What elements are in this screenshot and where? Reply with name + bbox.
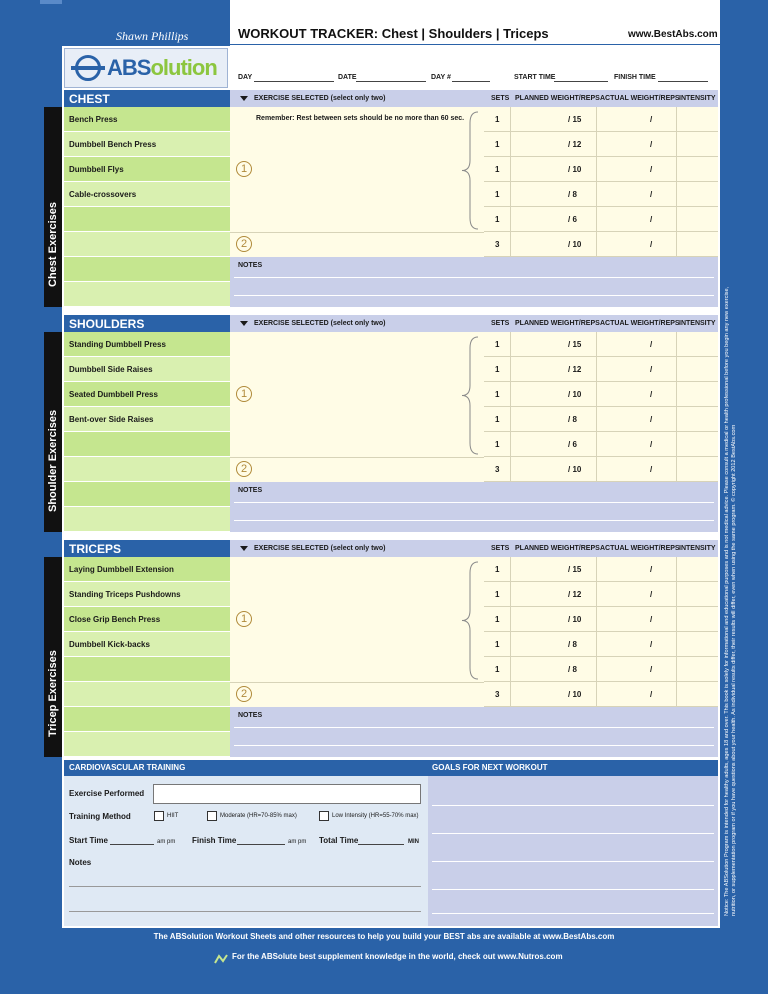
notes-label: NOTES	[238, 262, 263, 269]
top-bar	[0, 0, 230, 46]
row-divider	[596, 107, 597, 132]
sets-value: 1	[495, 590, 500, 599]
row-divider	[596, 607, 597, 632]
section-title: TRICEPS	[69, 542, 122, 556]
planned-header: PLANNED WEIGHT/REPS	[515, 95, 600, 102]
section-title: SHOULDERS	[69, 317, 145, 331]
exercise-option-label: Standing Triceps Pushdowns	[69, 590, 181, 599]
brace-icon	[460, 111, 480, 230]
side-label: Shoulder Exercises	[47, 409, 59, 512]
hiit-label: HIIT	[167, 813, 179, 819]
actual-value[interactable]: /	[650, 665, 653, 674]
day-label: DAY	[238, 74, 253, 81]
planned-value[interactable]: / 8	[568, 415, 577, 424]
exercise-option-label: Dumbbell Bench Press	[69, 140, 157, 149]
exercise-selection-area[interactable]	[230, 332, 484, 482]
sets-value: 1	[495, 615, 500, 624]
intensity-cell[interactable]	[677, 332, 718, 356]
hiit-checkbox[interactable]	[154, 811, 164, 821]
goals-title: GOALS FOR NEXT WORKOUT	[432, 763, 548, 772]
sets-header: SETS	[491, 320, 510, 327]
actual-value[interactable]: /	[650, 115, 653, 124]
row-2-divider	[230, 682, 484, 683]
row-divider	[596, 432, 597, 457]
exercise-option[interactable]	[64, 707, 230, 731]
row-divider	[510, 407, 511, 432]
exercise-performed-field[interactable]	[153, 784, 421, 804]
sets-value: 1	[495, 165, 500, 174]
planned-value[interactable]: / 8	[568, 640, 577, 649]
planned-value[interactable]: / 12	[568, 365, 582, 374]
cardio-finish-ampm: am pm	[288, 839, 307, 845]
intensity-cell[interactable]	[677, 132, 718, 156]
row-divider	[510, 182, 511, 207]
planned-value[interactable]: / 6	[568, 215, 577, 224]
planned-value[interactable]: / 15	[568, 115, 582, 124]
planned-header: PLANNED WEIGHT/REPS	[515, 545, 600, 552]
cardio-start-label: Start Time	[69, 836, 108, 845]
notes-area[interactable]	[230, 257, 718, 307]
row-divider	[596, 382, 597, 407]
planned-header: PLANNED WEIGHT/REPS	[515, 320, 600, 327]
planned-value[interactable]: / 12	[568, 590, 582, 599]
actual-value[interactable]: /	[650, 215, 653, 224]
moderate-label: Moderate (HR=70-85% max)	[220, 813, 297, 819]
side-notice: Notice: The ABSolution Program is intended for healthy adults, ages 18 and over. This book is solely for informational and educational purposes and is not medical advice. Please consult a medical or health professional before you begin any new exercise, nutrition, or supplementation program or if you have questions about your health. As individual results differ, their results will differ, even when using the same program. © copyright 2012 BestAbs.com	[724, 286, 737, 916]
intensity-header: INTENSITY	[679, 95, 716, 102]
notes-line	[234, 295, 714, 296]
sets-value: 1	[495, 140, 500, 149]
cardio-notes-line-2[interactable]	[69, 911, 421, 912]
exercise-selected-header: EXERCISE SELECTED (select only two)	[254, 320, 386, 327]
notes-line	[234, 502, 714, 503]
actual-value[interactable]: /	[650, 340, 653, 349]
actual-header: ACTUAL WEIGHT/REPS	[600, 95, 680, 102]
exercise-option-label: Dumbbell Side Raises	[69, 365, 153, 374]
logo-box	[64, 48, 228, 88]
intensity-cell[interactable]	[677, 432, 718, 456]
exercise-option[interactable]	[64, 232, 230, 256]
notes-line	[234, 727, 714, 728]
chevron-down-icon[interactable]	[240, 546, 248, 551]
intensity-cell[interactable]	[677, 107, 718, 131]
row-divider	[510, 107, 511, 132]
exercise-option-label: Seated Dumbbell Press	[69, 390, 158, 399]
intensity-cell[interactable]	[677, 457, 718, 481]
sets-value: 1	[495, 340, 500, 349]
intensity-header: INTENSITY	[679, 320, 716, 327]
actual-value[interactable]: /	[650, 190, 653, 199]
row-divider	[596, 232, 597, 257]
sets-header: SETS	[491, 95, 510, 102]
sets-value: 3	[495, 690, 500, 699]
row-divider	[510, 132, 511, 157]
row-divider	[510, 657, 511, 682]
row-divider	[596, 357, 597, 382]
cardio-start-ampm: am pm	[157, 839, 176, 845]
exercise-option-label: Laying Dumbbell Extension	[69, 565, 174, 574]
row-divider	[596, 332, 597, 357]
actual-value[interactable]: /	[650, 640, 653, 649]
intensity-cell[interactable]	[677, 382, 718, 406]
date-field[interactable]	[356, 81, 426, 82]
planned-value[interactable]: / 12	[568, 140, 582, 149]
cardio-title: CARDIOVASCULAR TRAINING	[69, 763, 186, 772]
logo-text: ABSolution	[107, 55, 217, 80]
intensity-cell[interactable]	[677, 232, 718, 256]
row-divider	[510, 232, 511, 257]
exercise-option[interactable]	[64, 482, 230, 506]
row-divider	[596, 157, 597, 182]
actual-value[interactable]: /	[650, 365, 653, 374]
exercise-selection-area[interactable]	[230, 557, 484, 707]
row-divider	[596, 682, 597, 707]
goals-panel[interactable]	[428, 776, 718, 926]
finish-time-field[interactable]	[658, 81, 708, 82]
page-title: WORKOUT TRACKER: Chest | Shoulders | Triceps	[238, 26, 549, 41]
goals-line-4	[432, 889, 714, 890]
cardio-total-label: Total Time	[319, 836, 359, 845]
row-divider	[510, 557, 511, 582]
exercise-option[interactable]	[64, 682, 230, 706]
planned-value[interactable]: / 15	[568, 340, 582, 349]
exercise-performed-label: Exercise Performed	[69, 789, 145, 798]
exercise-option[interactable]	[64, 457, 230, 481]
planned-value[interactable]: / 10	[568, 690, 582, 699]
actual-value[interactable]: /	[650, 415, 653, 424]
actual-value[interactable]: /	[650, 140, 653, 149]
actual-header: ACTUAL WEIGHT/REPS	[600, 545, 680, 552]
sets-value: 1	[495, 640, 500, 649]
planned-value[interactable]: / 6	[568, 440, 577, 449]
row-divider	[510, 207, 511, 232]
exercise-option-label: Dumbbell Flys	[69, 165, 124, 174]
sets-value: 1	[495, 440, 500, 449]
intensity-cell[interactable]	[677, 682, 718, 706]
selection-2-icon[interactable]: 2	[236, 686, 252, 702]
exercise-option[interactable]	[64, 257, 230, 281]
row-divider	[596, 207, 597, 232]
row-divider	[510, 457, 511, 482]
section-title: CHEST	[69, 92, 110, 106]
row-2-divider	[230, 457, 484, 458]
row-divider	[596, 182, 597, 207]
intensity-cell[interactable]	[677, 357, 718, 381]
intensity-cell[interactable]	[677, 582, 718, 606]
planned-value[interactable]: / 10	[568, 615, 582, 624]
exercise-option[interactable]	[64, 507, 230, 531]
chevron-down-icon[interactable]	[240, 321, 248, 326]
side-label: Tricep Exercises	[47, 650, 59, 737]
side-label: Chest Exercises	[47, 202, 59, 287]
date-label: DATE	[338, 74, 357, 81]
row-divider	[596, 557, 597, 582]
actual-value[interactable]: /	[650, 165, 653, 174]
intensity-cell[interactable]	[677, 607, 718, 631]
goals-line-5	[432, 913, 714, 914]
sets-value: 3	[495, 240, 500, 249]
finish-time-label: FINISH TIME	[614, 74, 656, 81]
goals-line-1	[432, 805, 714, 806]
actual-header: ACTUAL WEIGHT/REPS	[600, 320, 680, 327]
sets-value: 1	[495, 415, 500, 424]
planned-value[interactable]: / 10	[568, 465, 582, 474]
row-divider	[510, 682, 511, 707]
goals-line-3	[432, 861, 714, 862]
rest-reminder: Remember: Rest between sets should be no more than 60 sec.	[256, 115, 465, 122]
sets-value: 1	[495, 665, 500, 674]
cardio-finish-label: Finish Time	[192, 836, 237, 845]
planned-value[interactable]: / 10	[568, 390, 582, 399]
notes-line	[234, 520, 714, 521]
intensity-cell[interactable]	[677, 182, 718, 206]
exercise-option[interactable]	[64, 282, 230, 306]
row-divider	[596, 407, 597, 432]
chevron-down-icon[interactable]	[240, 96, 248, 101]
footer-line-1: The ABSolution Workout Sheets and other resources to help you build your BEST abs are available at www.BestAbs.com	[153, 932, 615, 941]
exercise-option-label: Dumbbell Kick-backs	[69, 640, 150, 649]
sets-value: 1	[495, 565, 500, 574]
moderate-checkbox[interactable]	[207, 811, 217, 821]
intensity-header: INTENSITY	[679, 545, 716, 552]
actual-value[interactable]: /	[650, 465, 653, 474]
row-divider	[510, 632, 511, 657]
intensity-cell[interactable]	[677, 632, 718, 656]
intensity-cell[interactable]	[677, 557, 718, 581]
exercise-option-label: Close Grip Bench Press	[69, 615, 161, 624]
training-method-label: Training Method	[69, 812, 131, 821]
intensity-cell[interactable]	[677, 207, 718, 231]
sets-value: 1	[495, 390, 500, 399]
row-divider	[510, 432, 511, 457]
exercise-option-label: Cable-crossovers	[69, 190, 137, 199]
sets-value: 3	[495, 465, 500, 474]
row-2-divider	[230, 232, 484, 233]
selection-2-icon[interactable]: 2	[236, 236, 252, 252]
row-divider	[596, 632, 597, 657]
cardio-finish-field[interactable]	[237, 844, 285, 845]
planned-value[interactable]: / 15	[568, 565, 582, 574]
actual-value[interactable]: /	[650, 240, 653, 249]
row-divider	[510, 357, 511, 382]
exercise-selected-header: EXERCISE SELECTED (select only two)	[254, 545, 386, 552]
goals-line-2	[432, 833, 714, 834]
footer-line-2: For the ABSolute best supplement knowledge in the world, check out www.Nutros.com	[232, 952, 563, 961]
intensity-cell[interactable]	[677, 657, 718, 681]
notes-line	[234, 277, 714, 278]
author-name: Shawn Phillips	[116, 29, 189, 43]
row-divider	[510, 607, 511, 632]
brace-icon	[460, 336, 480, 455]
start-time-label: START TIME	[514, 74, 556, 81]
actual-value[interactable]: /	[650, 590, 653, 599]
selection-1-icon[interactable]: 1	[236, 611, 252, 627]
actual-value[interactable]: /	[650, 615, 653, 624]
cardio-total-min: MIN	[408, 839, 419, 845]
low-intensity-checkbox[interactable]	[319, 811, 329, 821]
row-divider	[510, 382, 511, 407]
sets-value: 1	[495, 365, 500, 374]
intensity-cell[interactable]	[677, 157, 718, 181]
nutros-icon	[214, 951, 228, 961]
planned-value[interactable]: / 10	[568, 240, 582, 249]
cardio-notes-line-1[interactable]	[69, 886, 421, 887]
title-rule	[230, 44, 720, 45]
row-divider	[510, 582, 511, 607]
sets-value: 1	[495, 190, 500, 199]
sets-header: SETS	[491, 545, 510, 552]
exercise-option[interactable]	[64, 432, 230, 456]
actual-value[interactable]: /	[650, 565, 653, 574]
row-divider	[596, 457, 597, 482]
exercise-option[interactable]	[64, 732, 230, 756]
low-intensity-label: Low Intensity (HR=55-70% max)	[332, 813, 419, 819]
exercise-selected-header: EXERCISE SELECTED (select only two)	[254, 95, 386, 102]
row-divider	[596, 132, 597, 157]
day-num-label: DAY #	[431, 74, 451, 81]
start-time-field[interactable]	[554, 81, 608, 82]
sets-value: 1	[495, 215, 500, 224]
row-divider	[510, 157, 511, 182]
notes-area[interactable]	[230, 482, 718, 532]
selection-1-icon[interactable]: 1	[236, 386, 252, 402]
exercise-option[interactable]	[64, 657, 230, 681]
actual-value[interactable]: /	[650, 690, 653, 699]
day-field[interactable]	[254, 81, 334, 82]
row-divider	[510, 332, 511, 357]
exercise-option-label: Bench Press	[69, 115, 118, 124]
day-num-field[interactable]	[452, 81, 490, 82]
exercise-option[interactable]	[64, 207, 230, 231]
actual-value[interactable]: /	[650, 440, 653, 449]
actual-value[interactable]: /	[650, 390, 653, 399]
sets-value: 1	[495, 115, 500, 124]
planned-value[interactable]: / 8	[568, 190, 577, 199]
notes-label: NOTES	[238, 712, 263, 719]
top-bar-tab	[40, 0, 62, 4]
notes-area[interactable]	[230, 707, 718, 757]
cardio-notes-label: Notes	[69, 858, 92, 867]
planned-value[interactable]: / 10	[568, 165, 582, 174]
cardio-start-field[interactable]	[110, 844, 154, 845]
selection-2-icon[interactable]: 2	[236, 461, 252, 477]
row-divider	[596, 582, 597, 607]
cardio-total-field[interactable]	[358, 844, 404, 845]
logo-icon-bar	[71, 66, 105, 70]
exercise-option-label: Standing Dumbbell Press	[69, 340, 166, 349]
exercise-option-label: Bent-over Side Raises	[69, 415, 154, 424]
notes-line	[234, 745, 714, 746]
brace-icon	[460, 561, 480, 680]
website: www.BestAbs.com	[628, 29, 718, 40]
exercise-selection-area[interactable]	[230, 107, 484, 257]
row-divider	[596, 657, 597, 682]
intensity-cell[interactable]	[677, 407, 718, 431]
planned-value[interactable]: / 8	[568, 665, 577, 674]
selection-1-icon[interactable]: 1	[236, 161, 252, 177]
notes-label: NOTES	[238, 487, 263, 494]
